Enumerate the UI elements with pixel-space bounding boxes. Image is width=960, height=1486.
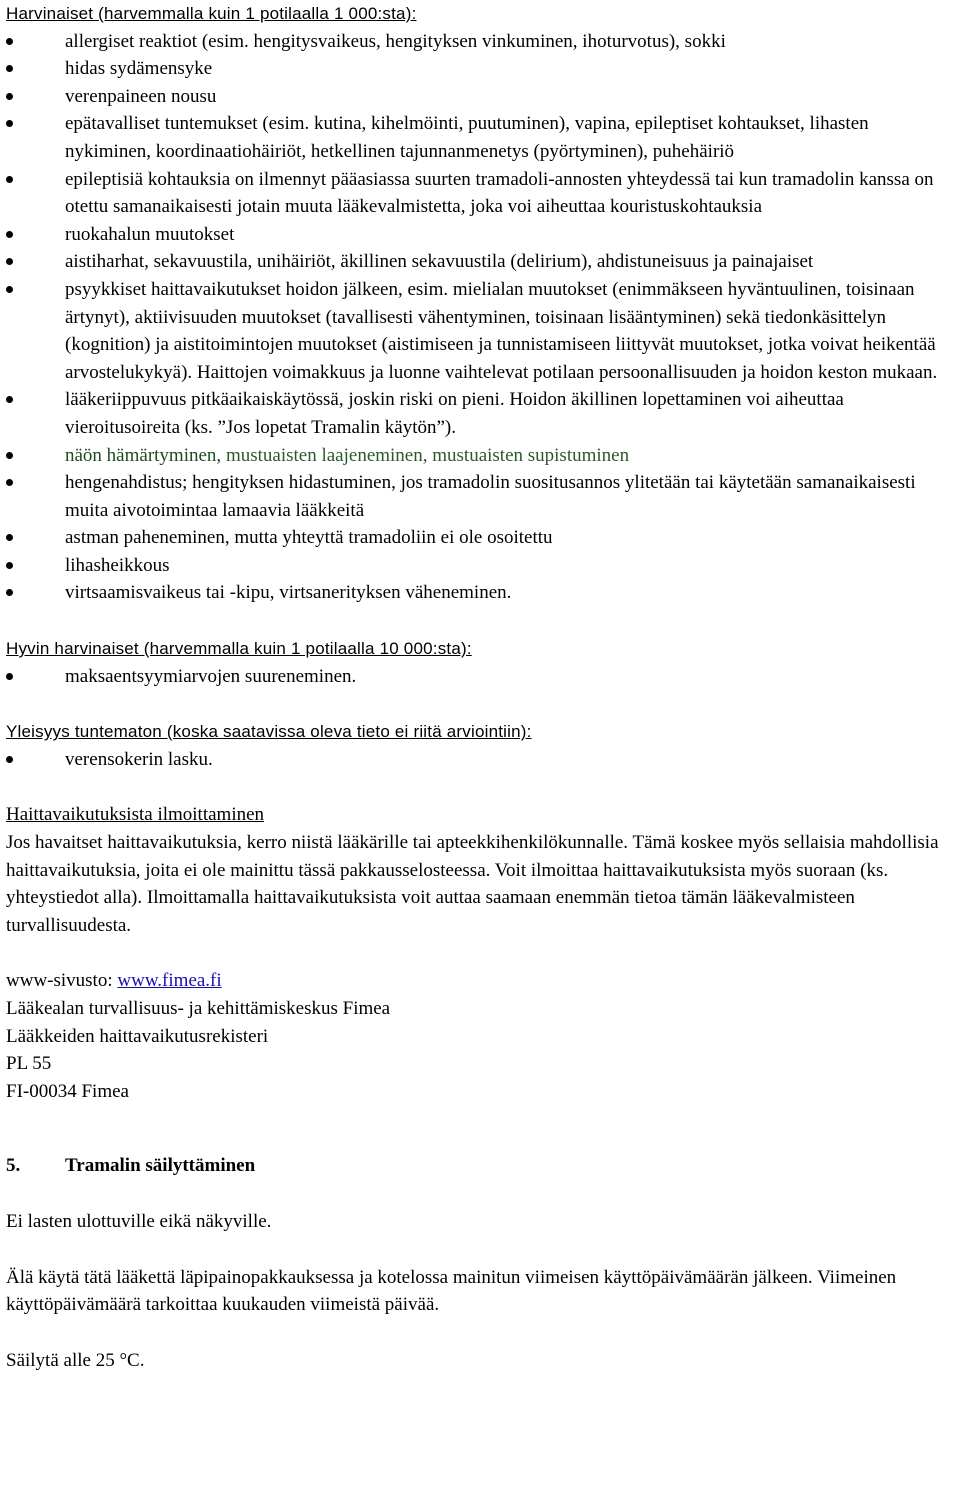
- bullet-icon: [6, 176, 13, 183]
- bullet-icon: [6, 65, 13, 72]
- bullet-icon: [6, 756, 13, 763]
- storage-para-1: Ei lasten ulottuville eikä näkyville.: [6, 1210, 272, 1232]
- unknown-frequency-list: [6, 746, 956, 774]
- address-line: Lääkkeiden haittavaikutusrekisteri: [6, 1025, 269, 1047]
- bullet-icon: [6, 120, 13, 127]
- bullet-icon: [6, 479, 13, 486]
- section-number: 5.: [6, 1155, 21, 1177]
- list-item: maksaentsyymiarvojen suureneminen.: [6, 663, 956, 691]
- bullet-icon: [6, 231, 13, 238]
- list-item: allergiset reaktiot (esim. hengitysvaikeus, hengityksen vinkuminen, ihoturvotus), sokki: [6, 28, 956, 56]
- bullet-icon: [6, 589, 13, 596]
- bullet-icon: [6, 258, 13, 265]
- rare-list: [6, 28, 956, 607]
- bullet-icon: [6, 534, 13, 541]
- list-item: hidas sydämensyke: [6, 55, 956, 83]
- bullet-icon: [6, 396, 13, 403]
- list-item: lääkeriippuvuus pitkäaikaiskäytössä, joskin riski on pieni. Hoidon äkillinen lopettaminen voi aiheuttaa vieroitusoireita (ks. ”Jos lopetat Tramalin käytön”).: [6, 386, 956, 441]
- section-title-text: Tramalin säilyttäminen: [65, 1155, 256, 1177]
- rare-heading: Harvinaiset (harvemmalla kuin 1 potilaalla 1 000:sta):: [6, 4, 417, 23]
- list-item-vision: näön hämärtyminen, mustuaisten laajeneminen, mustuaisten supistuminen: [6, 442, 956, 470]
- website-line: www-sivusto: www.fimea.fi: [6, 970, 222, 992]
- bullet-icon: [6, 452, 13, 459]
- bullet-icon: [6, 286, 13, 293]
- bullet-icon: [6, 93, 13, 100]
- bullet-icon: [6, 562, 13, 569]
- list-item: hengenahdistus; hengityksen hidastuminen, jos tramadolin suositusannos ylitetään tai käytetään samanaikaisesti muita aivotoimintaa lamaavia lääkkeitä: [6, 469, 956, 524]
- very-rare-list: [6, 663, 956, 691]
- list-item: virtsaamisvaikeus tai -kipu, virtsanerityksen väheneminen.: [6, 579, 956, 607]
- storage-para-3: Säilytä alle 25 °C.: [6, 1349, 145, 1371]
- list-item: astman paheneminen, mutta yhteyttä tramadoliin ei ole osoitettu: [6, 524, 956, 552]
- bullet-icon: [6, 673, 13, 680]
- list-item: verensokerin lasku.: [6, 746, 956, 774]
- list-item: psyykkiset haittavaikutukset hoidon jälkeen, esim. mielialan muutokset (enimmäkseen hyväntuulinen, toisinaan ärtynyt), aktiivisuuden muutokset (tavallisesti vähentyminen, toisinaan lisääntyminen) sekä tiedonkäsittelyn (kognition) ja aistitoimintojen muutokset (aistimiseen ja tunnistamiseen liittyvät muutokset, jotka voivat heikentää arvostelukykyä). Haittojen voimakkuus ja luonne vaihtelevat potilaan persoonallisuuden ja hoidon keston mukaan.: [6, 276, 956, 386]
- list-item: epileptisiä kohtauksia on ilmennyt pääasiassa suurten tramadoli-annosten yhteydessä tai kun tramadolin kanssa on otettu samanaikaisesti jotain muuta lääkevalmistetta, joka voi aiheuttaa kouristuskohtauksia: [6, 166, 956, 221]
- list-item: verenpaineen nousu: [6, 83, 956, 111]
- address-line: PL 55: [6, 1053, 52, 1075]
- address-line: Lääkealan turvallisuus- ja kehittämiskeskus Fimea: [6, 998, 391, 1019]
- reporting-heading: Haittavaikutuksista ilmoittaminen: [6, 804, 265, 826]
- very-rare-heading: Hyvin harvinaiset (harvemmalla kuin 1 potilaalla 10 000:sta):: [6, 639, 472, 659]
- fimea-link[interactable]: www.fimea.fi: [117, 970, 222, 992]
- unknown-frequency-heading: Yleisyys tuntematon (koska saatavissa oleva tieto ei riitä arviointiin):: [6, 722, 532, 742]
- address-line: FI-00034 Fimea: [6, 1080, 129, 1102]
- bullet-icon: [6, 38, 13, 45]
- storage-para-2: Älä käytä tätä lääkettä läpipainopakkauksessa ja kotelossa mainitun viimeisen käyttöpäivämäärän jälkeen. Viimeinen käyttöpäivämäärä tarkoittaa kuukauden viimeistä päivää.: [6, 1266, 897, 1316]
- reporting-body: Jos havaitset haittavaikutuksia, kerro niistä lääkärille tai apteekkihenkilökunnalle. Tämä koskee myös sellaisia mahdollisia haittavaikutuksia, joita ei ole mainittu tässä pakkausselosteessa. Voit ilmoittaa haittavaikutuksista myös suoraan (ks. yhteystiedot alla). Ilmoittamalla haittavaikutuksista voit auttaa saamaan enemmän tietoa tämän lääkevalmisteen turvallisuudesta.: [6, 832, 939, 936]
- list-item: aistiharhat, sekavuustila, unihäiriöt, äkillinen sekavuustila (delirium), ahdistuneisuus ja painajaiset: [6, 248, 956, 276]
- list-item: lihasheikkous: [6, 552, 956, 580]
- section-title-storage: [6, 1152, 956, 1180]
- list-item: epätavalliset tuntemukset (esim. kutina, kihelmöinti, puutuminen), vapina, epileptiset kohtaukset, lihasten nykiminen, koordinaatiohäiriöt, hetkellinen tajunnanmenetys (pyörtyminen), puhehäiriö: [6, 110, 956, 165]
- list-item: ruokahalun muutokset: [6, 221, 956, 249]
